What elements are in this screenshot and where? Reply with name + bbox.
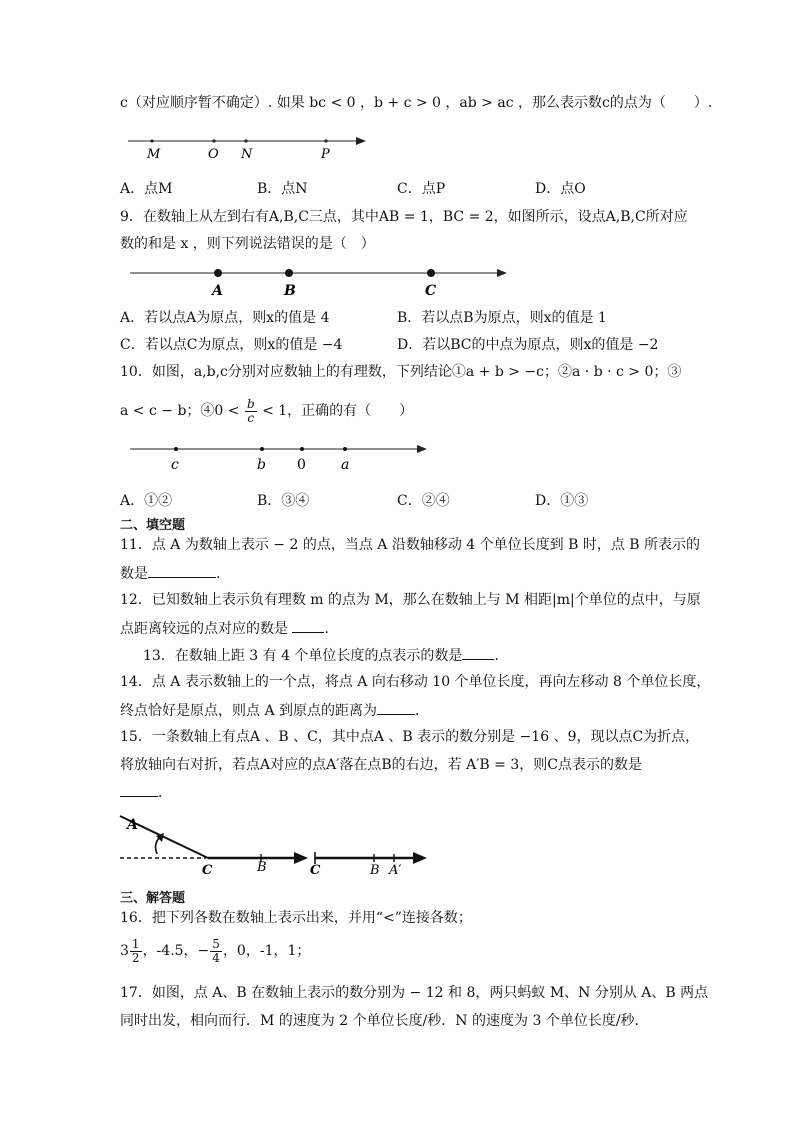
q14-line1: 14．点 A 表示数轴上的一个点，将点 A 向右移动 10 个单位长度，再向左移动 8 个单位长度， <box>120 674 711 690</box>
q11-line2: 数是 . <box>120 563 220 584</box>
q10-line2-start: a < c − b；④0 < <box>120 403 240 419</box>
q10-frac-den: c <box>247 410 255 425</box>
q15-left-label-a: A <box>127 817 138 833</box>
q15-left-label-c: C <box>202 863 213 878</box>
q15-answer-blank[interactable] <box>120 782 158 797</box>
q12-answer-blank[interactable] <box>292 618 324 633</box>
q16-mixed-number <box>120 936 143 966</box>
q16-mixed-den: 2 <box>131 950 140 965</box>
q9-number-line <box>130 269 507 299</box>
section-solve-heading: 三、解答题 <box>120 891 186 906</box>
q10-option-d[interactable]: D．①③ <box>535 493 589 509</box>
q16-line1: 16．把下列各数在数轴上表示出来，并用“<”连接各数； <box>120 910 472 926</box>
q9-line1: 9．在数轴上从左到右有A,B,C三点，其中AB = 1，BC = 2，如图所示，设点A,B,C所对应 <box>120 209 688 225</box>
q15-line3: ． <box>120 782 172 803</box>
q15-fold-figure-right <box>310 852 427 878</box>
q17-line2: 同时出发，相向而行．M 的速度为 2 个单位长度/秒．N 的速度为 3 个单位长度/秒． <box>120 1013 649 1029</box>
q12-line2: 点距离较远的点对应的数是 ． <box>120 618 338 639</box>
q14-line2: 终点恰好是原点，则点 A 到原点的距离为 ． <box>120 700 429 721</box>
q16-frac2 <box>210 938 222 965</box>
q15-line1: 15．一条数轴上有点A 、B 、C，其中点A 、B 表示的数分别是 −16 、9，现以点C为折点， <box>120 729 700 745</box>
q8-line1: c（对应顺序暂不确定）. 如果 bc < 0 ，b + c > 0 ，ab > ac ，那么表示数c的点为（ ）. <box>120 95 713 111</box>
q10-option-a[interactable]: A．①② <box>120 493 173 509</box>
q9-line2: 数的和是 x ，则下列说法错误的是（ ） <box>120 236 375 252</box>
q9-label-c: C <box>425 283 437 299</box>
q8-option-b[interactable]: B．点N <box>257 181 308 197</box>
q10-line2 <box>120 397 413 425</box>
q9-label-a: A <box>212 283 223 299</box>
q9-option-b[interactable]: B．若以点B为原点，则x的值是 1 <box>397 310 607 326</box>
q8-label-o: O <box>208 147 219 162</box>
q8-option-d[interactable]: D．点O <box>535 181 586 197</box>
q8-label-p: P <box>321 147 330 162</box>
q10-frac-num: b <box>246 396 255 411</box>
q10-line1: 10．如图，a,b,c分别对应数轴上的有理数，下列结论①a + b > −c；②a · b · c > 0；③ <box>120 364 682 380</box>
q16-frac2-num: 5 <box>212 936 220 951</box>
q15-line2: 将放轴向右对折，若点A对应的点A′落在点B的右边，若 A′B = 3，则C点表示的数是 <box>120 757 642 773</box>
q13-line1: 13．在数轴上距 3 有 4 个单位长度的点表示的数是 ． <box>143 645 508 666</box>
q14-answer-blank[interactable] <box>377 700 415 715</box>
q15-left-label-b: B <box>257 860 267 875</box>
q15-right-label-b: B <box>370 863 380 878</box>
q10-number-line <box>130 445 427 473</box>
q16-mixed-num: 1 <box>131 936 140 951</box>
q10-label-b: b <box>257 457 266 473</box>
q12-line1: 12．已知数轴上表示负有理数 m 的点为 M，那么在数轴上与 M 相距|m|个单位的点中，与原 <box>120 592 701 608</box>
q8-option-c[interactable]: C．点P <box>397 181 446 197</box>
q8-number-line <box>128 137 366 162</box>
q15-fold-figure-left <box>120 816 308 878</box>
q10-label-c: c <box>171 457 179 473</box>
q8-label-m: M <box>147 147 161 162</box>
q11-line1: 11．点 A 为数轴上表示 − 2 的点，当点 A 沿数轴移动 4 个单位长度到 B 时，点 B 所表示的 <box>120 537 701 553</box>
q16-mixed-whole: 3 <box>120 943 129 959</box>
q16-frac2-den: 4 <box>212 950 220 965</box>
q9-option-a[interactable]: A．若以点A为原点，则x的值是 4 <box>120 310 330 326</box>
q16-tail: ，0，-1，1； <box>222 943 311 959</box>
q8-option-a[interactable]: A．点M <box>120 181 173 197</box>
q11-line2-text: 数是 <box>120 566 148 582</box>
q15-right-label-a-prime: A′ <box>389 863 402 878</box>
q13-answer-blank[interactable] <box>462 645 494 660</box>
q16-numbers <box>120 936 310 966</box>
q10-line2-end: < 1，正确的有（ ） <box>262 403 414 419</box>
q12-line2-text: 点距离较远的点对应的数是 <box>120 621 288 637</box>
q10-label-a: a <box>341 457 350 473</box>
q17-line1: 17．如图，点 A、B 在数轴上表示的数分别为 − 12 和 8，两只蚂蚁 M、N 分别从 A、B 两点 <box>120 985 709 1001</box>
q8-label-n: N <box>241 147 253 162</box>
q10-option-c[interactable]: C．②④ <box>397 493 450 509</box>
q9-option-d[interactable]: D．若以BC的中点为原点，则x的值是 −2 <box>397 337 659 353</box>
q9-option-c[interactable]: C．若以点C为原点，则x的值是 −4 <box>120 337 343 353</box>
section-fill-in-heading: 二、填空题 <box>120 518 186 533</box>
q16-mid: ，-4.5，− <box>142 943 210 959</box>
q14-line2-text: 终点恰好是原点，则点 A 到原点的距离为 <box>120 703 378 719</box>
q16-mixed-frac <box>130 938 142 965</box>
q10-option-b[interactable]: B．③④ <box>257 493 310 509</box>
q10-label-0: 0 <box>297 457 306 473</box>
q9-label-b: B <box>284 283 296 299</box>
q10-fraction <box>245 398 257 425</box>
q11-answer-blank[interactable] <box>148 563 216 578</box>
q15-right-label-c: C <box>310 863 321 878</box>
q13-text: 13．在数轴上距 3 有 4 个单位长度的点表示的数是 <box>143 648 463 664</box>
